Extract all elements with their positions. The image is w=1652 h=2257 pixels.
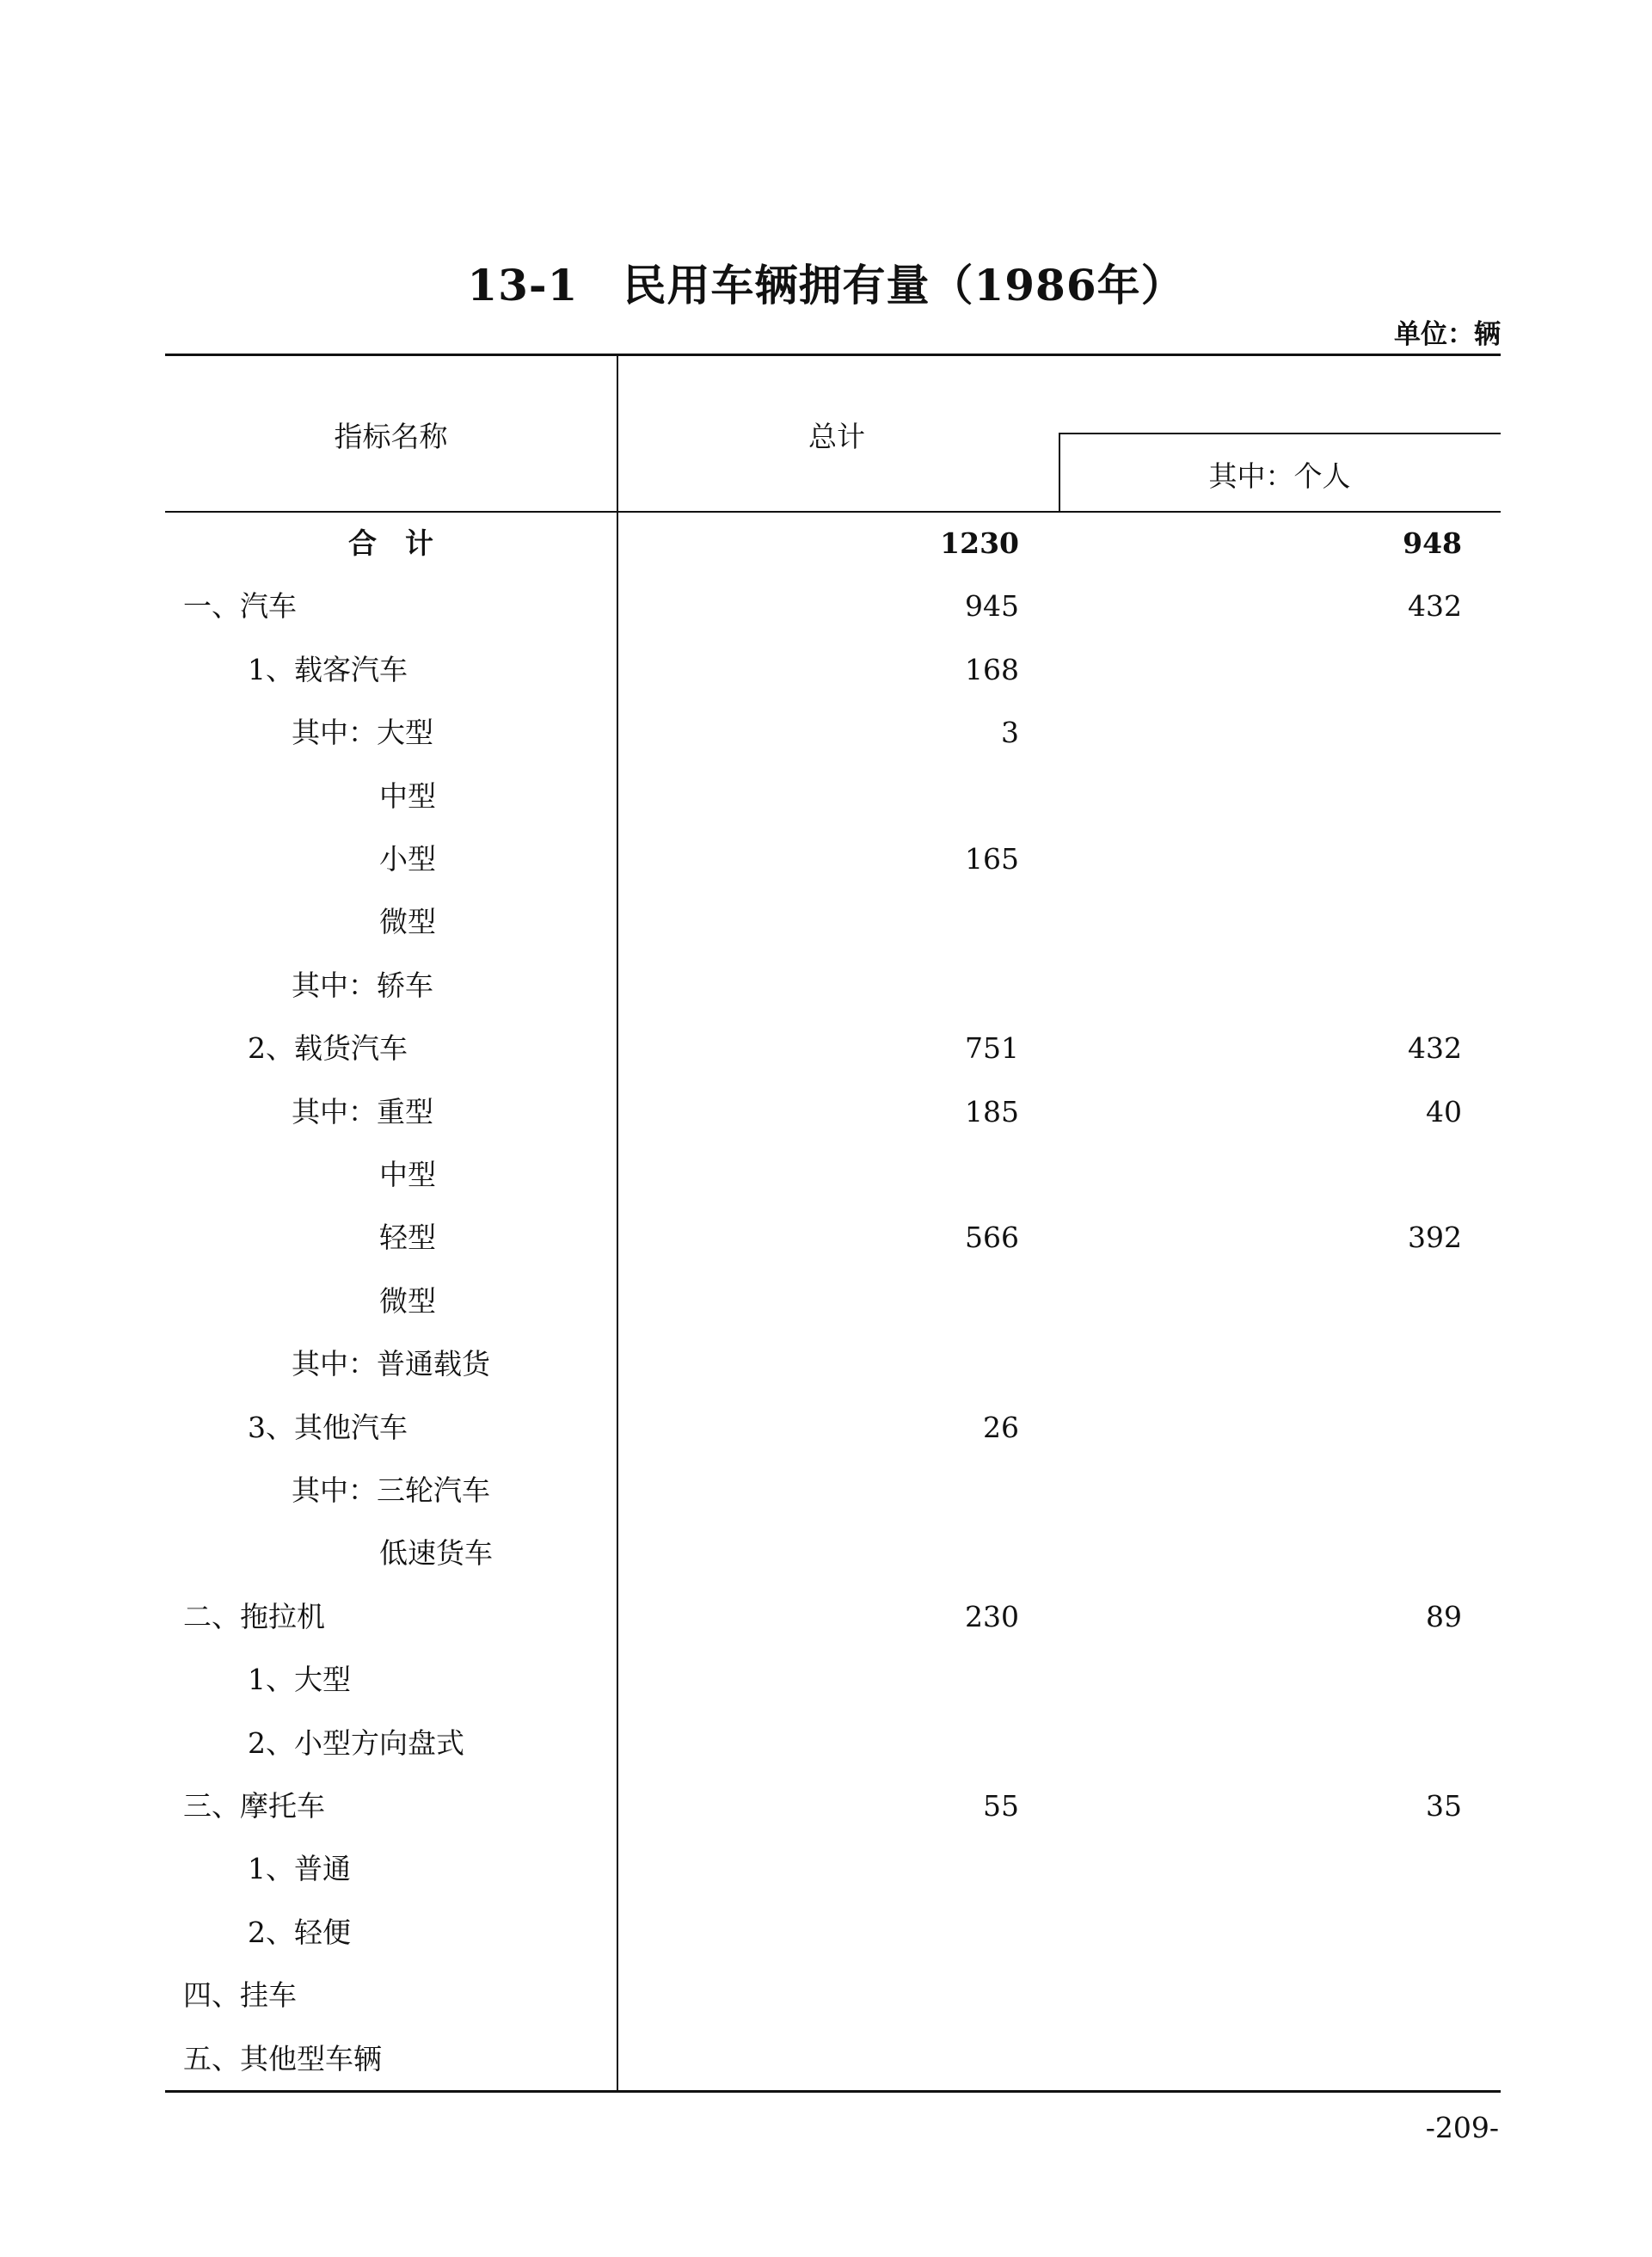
table-number: 13-1 [467,260,579,311]
row-name: 其中：轿车 [292,969,433,1002]
table-top-rule [165,354,1501,356]
row-name: 1、大型 [248,1663,351,1696]
row-individual: 948 [1403,526,1462,560]
row-individual: 432 [1408,1031,1462,1065]
unit-label: 单位：辆 [1394,319,1501,350]
table-bottom-rule [165,2090,1501,2093]
row-name: 四、挂车 [183,1978,297,2012]
row-total: 185 [965,1095,1019,1128]
row-name: 其中：重型 [292,1095,433,1128]
row-individual: 40 [1426,1095,1462,1128]
row-name: 低速货车 [379,1536,493,1570]
row-total: 945 [965,589,1019,623]
row-name: 2、轻便 [248,1916,351,1949]
table-title: 民用车辆拥有量（1986年） [623,260,1185,311]
row-total: 751 [965,1031,1019,1065]
page-title [0,251,1652,313]
row-name: 合 计 [348,526,433,560]
row-name: 3、其他汽车 [248,1411,408,1444]
row-total: 26 [983,1411,1019,1444]
header-total: 总计 [808,420,865,453]
row-total: 165 [965,842,1019,876]
row-total: 55 [983,1789,1019,1823]
page-number: -209- [1425,2111,1499,2144]
row-name: 三、摩托车 [183,1789,325,1823]
column-divider [617,354,618,2092]
row-name: 轻型 [379,1221,436,1254]
row-name: 中型 [379,779,436,813]
row-individual: 432 [1408,589,1462,623]
row-individual: 392 [1408,1221,1462,1254]
row-total: 168 [965,653,1019,686]
row-name: 五、其他型车辆 [183,2042,382,2076]
header-individual: 其中：个人 [1208,459,1351,493]
row-total: 230 [965,1600,1019,1633]
row-total: 1230 [940,526,1019,560]
row-total: 3 [1001,716,1019,749]
sub-header-rule [1059,433,1501,434]
header-bottom-rule [165,511,1501,513]
row-name: 其中：三轮汽车 [292,1473,490,1507]
row-name: 小型 [379,842,436,876]
row-name: 中型 [379,1158,436,1191]
row-name: 其中：普通载货 [292,1347,490,1381]
row-name: 微型 [379,1284,436,1318]
row-total: 566 [965,1221,1019,1254]
row-individual: 35 [1426,1789,1462,1823]
row-name: 其中：大型 [292,716,433,749]
row-name: 微型 [379,905,436,938]
row-name: 一、汽车 [183,589,297,623]
row-name: 二、拖拉机 [183,1600,325,1633]
row-name: 1、载客汽车 [248,653,408,686]
row-name: 2、小型方向盘式 [248,1726,464,1760]
header-name: 指标名称 [334,420,448,453]
row-name: 1、普通 [248,1852,351,1885]
row-individual: 89 [1426,1600,1462,1633]
row-name: 2、载货汽车 [248,1031,408,1065]
